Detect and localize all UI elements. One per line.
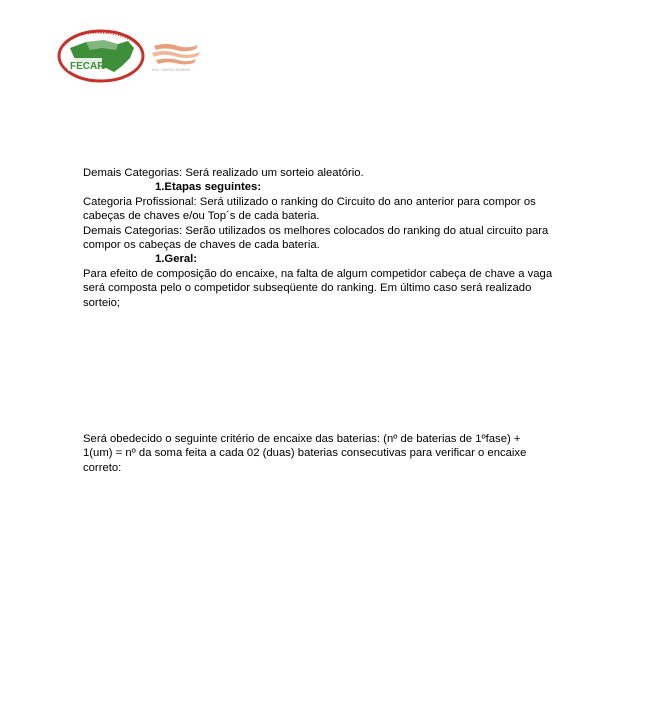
- text-line: sorteio;: [83, 296, 121, 309]
- rules-text-block: [83, 166, 593, 310]
- section-heading: 1.Etapas seguintes:: [155, 181, 262, 194]
- text-line: Será obedecido o seguinte critério de encaixe das baterias: (nº de baterias de 1ºfase) +: [83, 433, 521, 445]
- secondary-logo: [148, 40, 204, 74]
- text-line: 1(um) = nº da soma feita a cada 02 (duas) baterias consecutivas para verificar o encaixe: [83, 447, 527, 460]
- text-line: será composta pelo o competidor subseqüente do ranking. Em último caso será realizado: [83, 282, 532, 295]
- fecar-logo: [56, 28, 146, 84]
- text-line: compor os cabeças de chaves de cada bateria.: [83, 239, 320, 252]
- text-line: Demais Categorias: Será realizado um sorteio aleatório.: [83, 167, 364, 179]
- text-line: Para efeito de composição do encaixe, na falta de algum competidor cabeça de chave a vaga: [83, 267, 553, 280]
- text-line: cabeças de chaves e/ou Top´s de cada bateria.: [83, 210, 320, 223]
- secondary-logo-caption: SUL · SANTA CATARINA: [152, 68, 190, 72]
- criteria-text-block: [83, 432, 593, 475]
- logo-text: FECAR: [70, 61, 105, 72]
- text-line: Demais Categorias: Serão utilizados os melhores colocados do ranking do atual circuito para: [83, 224, 549, 237]
- text-line: correto:: [83, 461, 122, 474]
- section-heading: 1.Geral:: [155, 253, 198, 266]
- text-line: Categoria Profissional: Será utilizado o ranking do Circuito do ano anterior para compor os: [83, 195, 536, 208]
